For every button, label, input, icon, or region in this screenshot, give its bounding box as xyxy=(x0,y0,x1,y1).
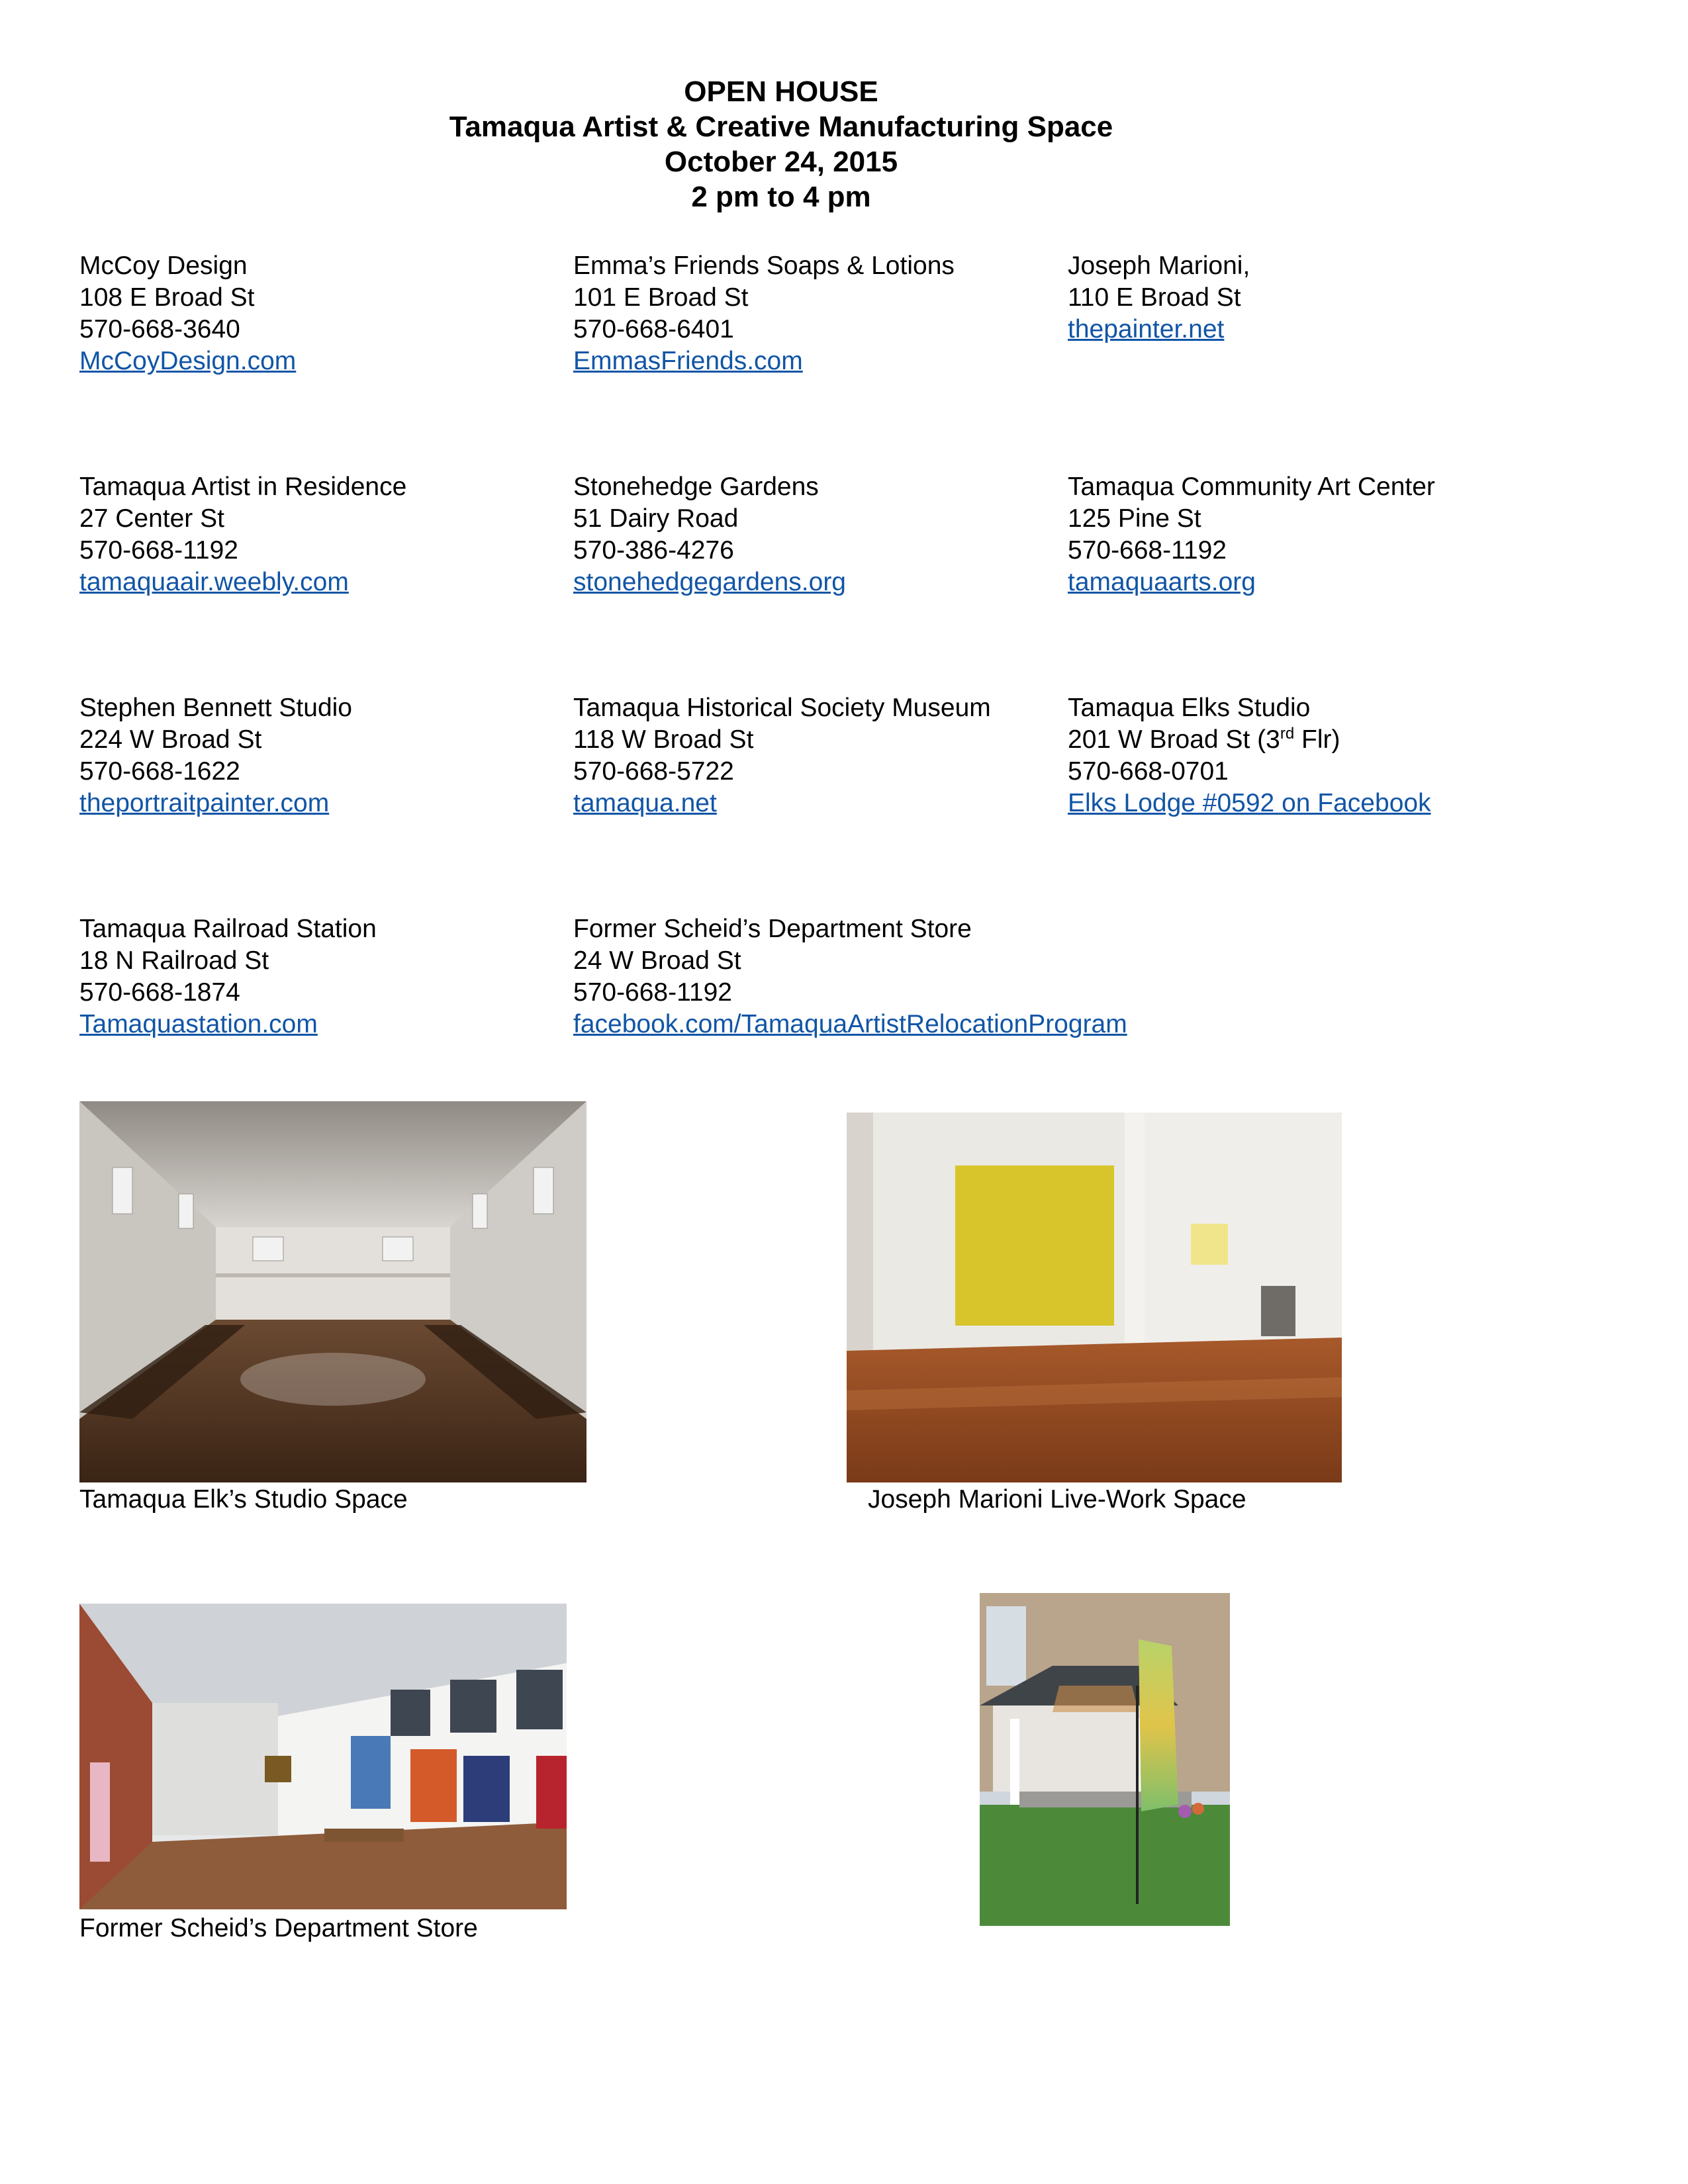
listing-link[interactable]: McCoyDesign.com xyxy=(79,347,297,375)
marioni-space-photo xyxy=(847,1113,1342,1482)
listing-name: Tamaqua Railroad Station xyxy=(79,915,377,943)
listing-name: Tamaqua Historical Society Museum xyxy=(573,694,991,722)
listing-link[interactable]: tamaquaarts.org xyxy=(1068,568,1256,596)
listing-name: Stonehedge Gardens xyxy=(573,473,819,501)
scheids-store-photo xyxy=(79,1604,567,1909)
listing-mccoy-design xyxy=(79,250,296,377)
listing-address: 110 E Broad St xyxy=(1068,283,1241,312)
listing-name: Former Scheid’s Department Store xyxy=(573,915,972,943)
listing-link[interactable]: tamaquaair.weebly.com xyxy=(79,568,349,596)
listing-name: Joseph Marioni, xyxy=(1068,251,1250,280)
listing-link[interactable]: EmmasFriends.com xyxy=(573,347,803,375)
elks-studio-photo xyxy=(79,1101,586,1482)
listing-stonehedge-gardens xyxy=(573,471,846,598)
listing-link[interactable]: tamaqua.net xyxy=(573,789,717,817)
listing-emmas-friends xyxy=(573,250,955,377)
listing-historical-society xyxy=(573,692,991,819)
listing-name: Stephen Bennett Studio xyxy=(79,694,352,722)
listing-link[interactable]: Tamaquastation.com xyxy=(79,1010,318,1038)
listing-name: Emma’s Friends Soaps & Lotions xyxy=(573,251,955,280)
listing-phone: 570-668-0701 xyxy=(1068,757,1229,786)
listing-address: 125 Pine St xyxy=(1068,504,1201,533)
title-space-name: Tamaqua Artist & Creative Manufacturing Space xyxy=(449,111,1113,143)
listing-phone: 570-668-1874 xyxy=(79,978,240,1007)
listing-tamaqua-air xyxy=(79,471,406,598)
listing-address: 18 N Railroad St xyxy=(79,946,269,975)
listing-link[interactable]: facebook.com/TamaquaArtistRelocationProgram xyxy=(573,1010,1127,1038)
page-header xyxy=(0,74,1562,214)
listing-phone: 570-668-5722 xyxy=(573,757,734,786)
listing-link[interactable]: thepainter.net xyxy=(1068,315,1225,343)
listing-stephen-bennett xyxy=(79,692,352,819)
listing-name: Tamaqua Community Art Center xyxy=(1068,473,1435,501)
listing-name: Tamaqua Artist in Residence xyxy=(79,473,407,501)
listing-joseph-marioni xyxy=(1068,250,1250,345)
listing-address: 101 E Broad St xyxy=(573,283,749,312)
title-date: October 24, 2015 xyxy=(664,146,898,178)
listing-railroad-station xyxy=(79,913,377,1040)
title-open-house: OPEN HOUSE xyxy=(684,75,878,108)
listing-address: 108 E Broad St xyxy=(79,283,255,312)
caption-elks-studio: Tamaqua Elk’s Studio Space xyxy=(79,1485,408,1514)
listing-scheids-store xyxy=(573,913,1127,1040)
listing-name: Tamaqua Elks Studio xyxy=(1068,694,1311,722)
listing-phone: 570-386-4276 xyxy=(573,536,734,565)
listing-elks-studio xyxy=(1068,692,1431,819)
listing-address: 224 W Broad St xyxy=(79,725,262,754)
listing-address: 201 W Broad St (3rd Flr) xyxy=(1068,725,1340,754)
caption-marioni-space: Joseph Marioni Live-Work Space xyxy=(868,1485,1246,1514)
listing-address: 51 Dairy Road xyxy=(573,504,739,533)
listing-address: 24 W Broad St xyxy=(573,946,741,975)
listing-phone: 570-668-1192 xyxy=(573,978,732,1007)
caption-scheids-store: Former Scheid’s Department Store xyxy=(79,1914,478,1942)
listing-address: 118 W Broad St xyxy=(573,725,754,754)
listing-phone: 570-668-1192 xyxy=(1068,536,1227,565)
listing-name: McCoy Design xyxy=(79,251,248,280)
listing-address: 27 Center St xyxy=(79,504,224,533)
title-time: 2 pm to 4 pm xyxy=(691,181,871,213)
listing-link[interactable]: Elks Lodge #0592 on Facebook xyxy=(1068,789,1431,817)
listing-phone: 570-668-6401 xyxy=(573,315,734,343)
listing-community-art-center xyxy=(1068,471,1435,598)
listing-link[interactable]: theportraitpainter.com xyxy=(79,789,330,817)
listing-phone: 570-668-1192 xyxy=(79,536,238,565)
house-banner-photo xyxy=(980,1593,1230,1926)
listing-link[interactable]: stonehedgegardens.org xyxy=(573,568,846,596)
listing-phone: 570-668-1622 xyxy=(79,757,240,786)
listing-phone: 570-668-3640 xyxy=(79,315,240,343)
